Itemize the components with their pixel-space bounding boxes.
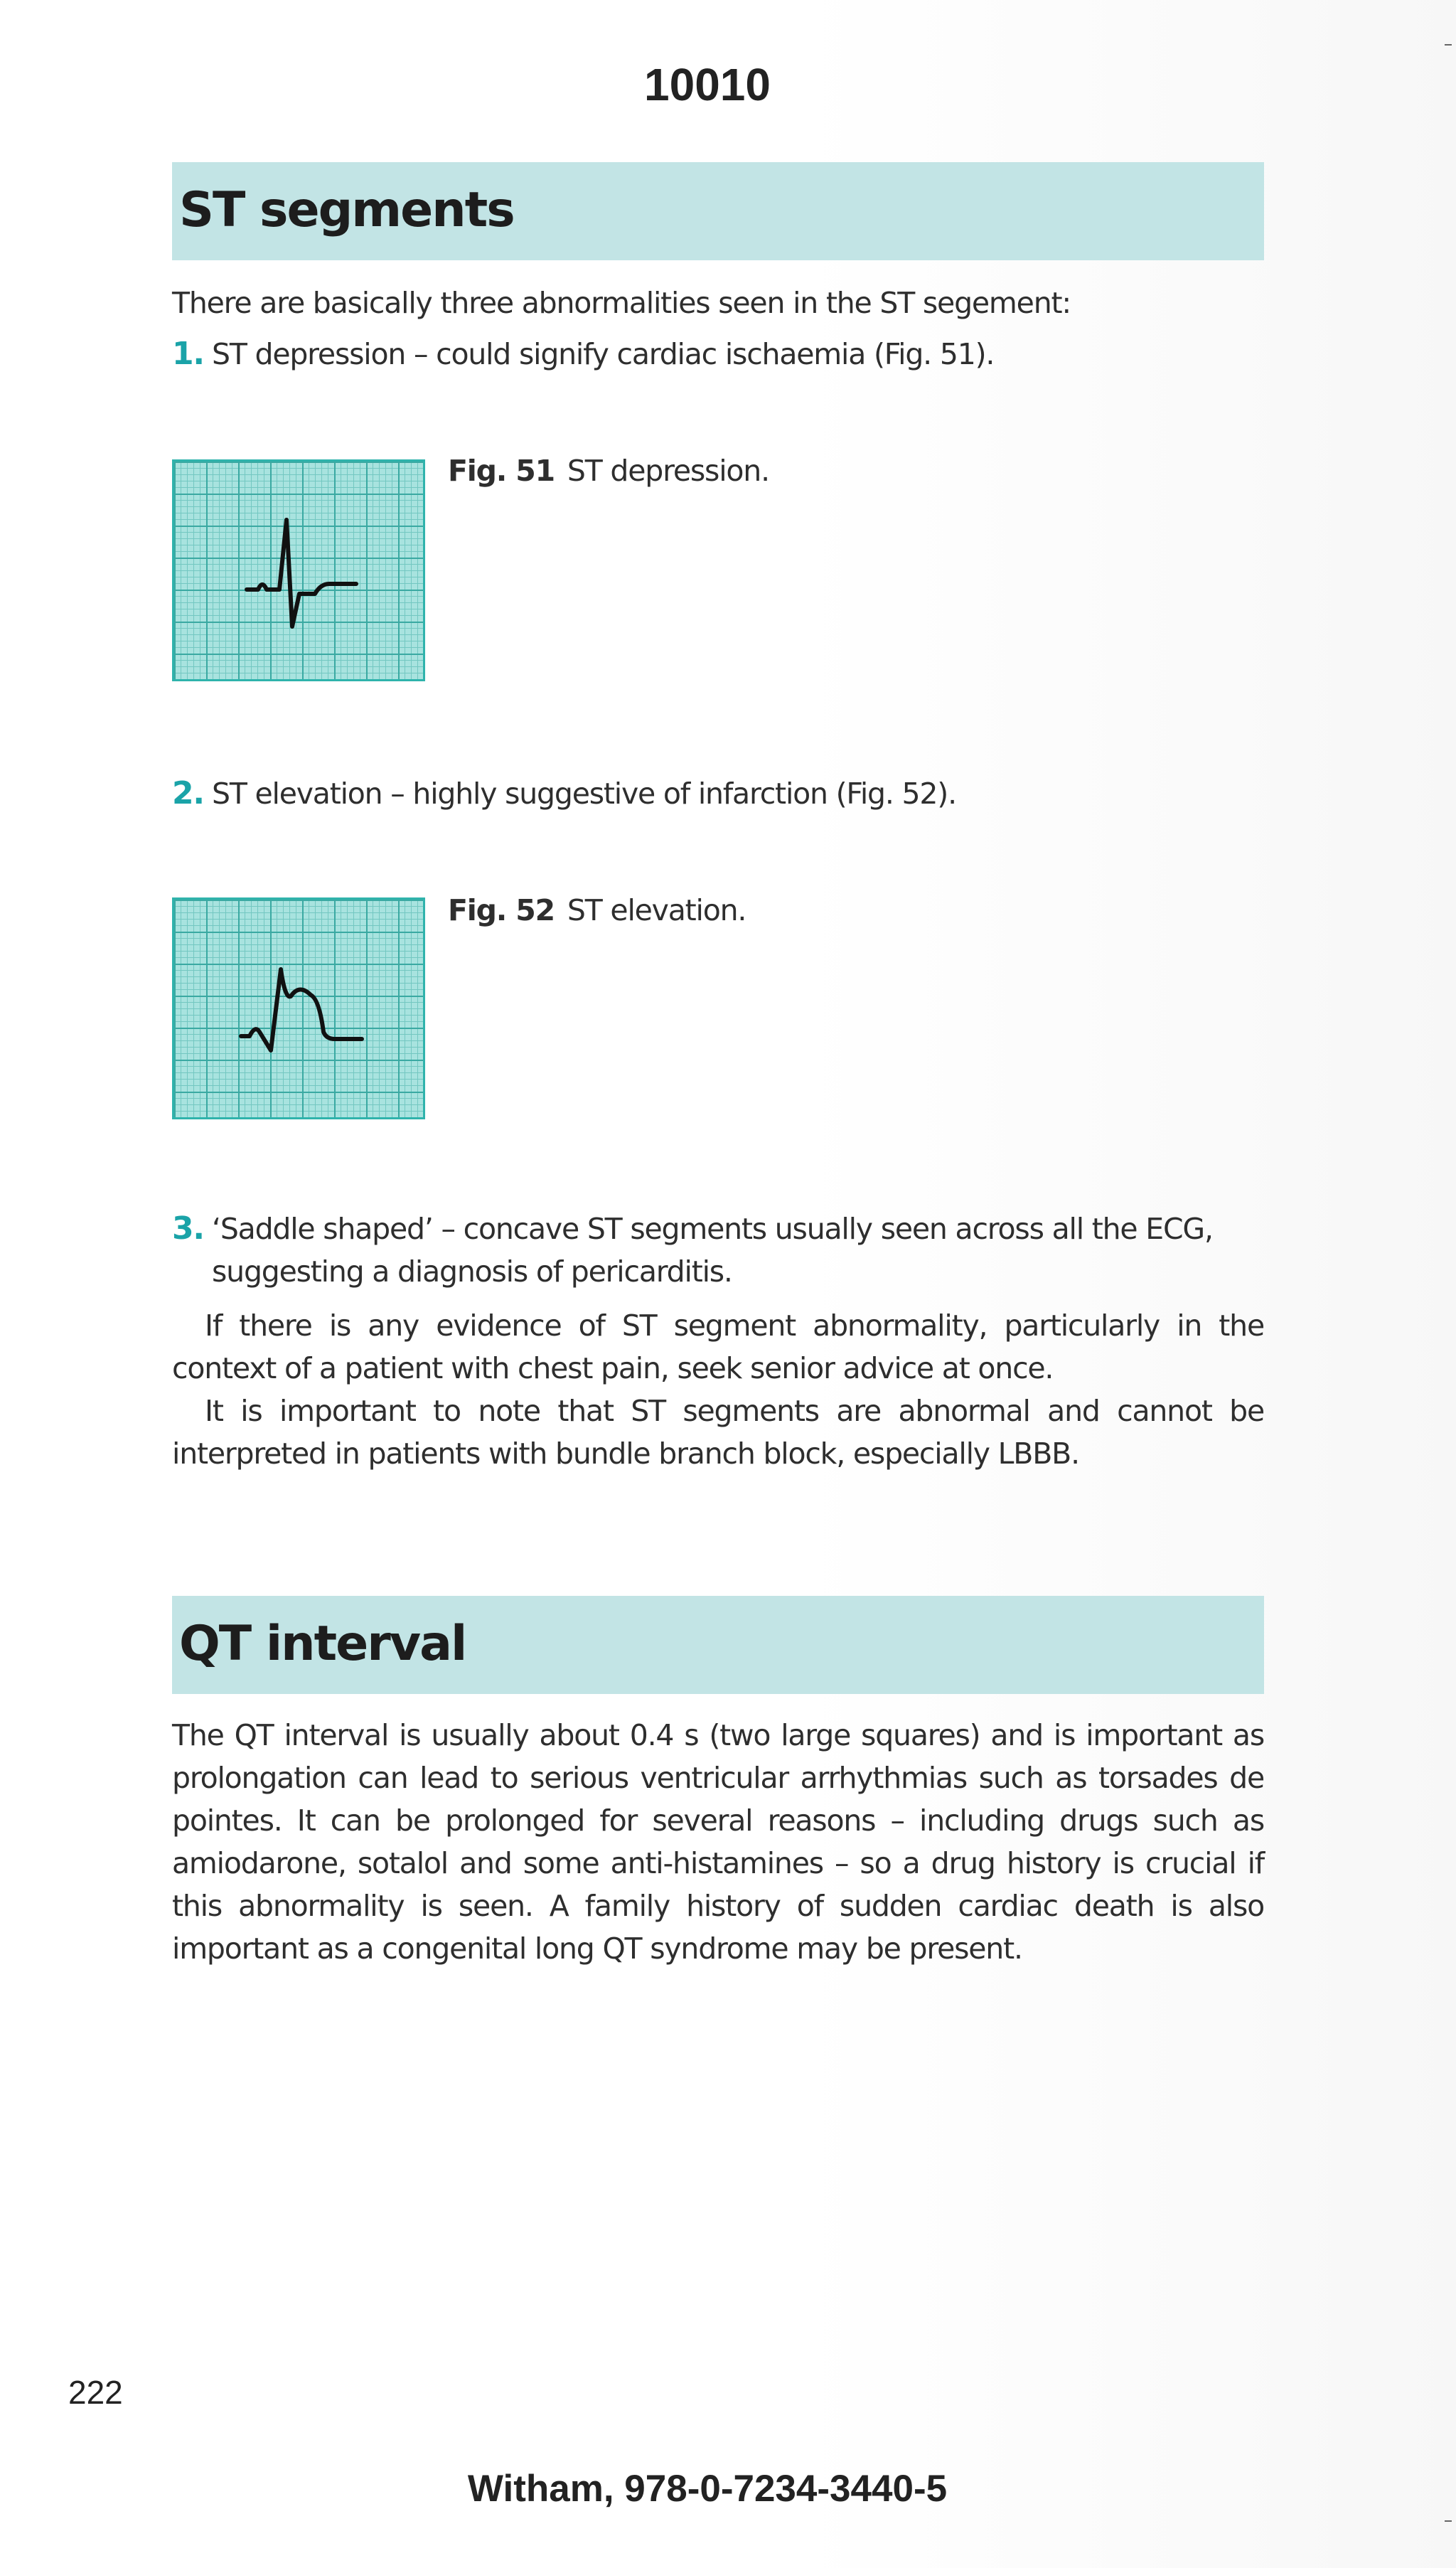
list-item-2 — [172, 772, 1264, 815]
qt-paragraph: The QT interval is usually about 0.4 s (two large squares) and is important as prolongation can lead to serious ventricular arrhythmias such as torsades de pointes. It can be prolonged for several reasons – including drugs such as amiodarone, sotalol and some anti-histamines – so a drug history is crucial if this abnormality is seen. A family history of sudden cardiac death is also important as a congenital long QT syndrome may be present. — [172, 1718, 1264, 1966]
list-text-2: ST elevation – highly suggestive of infarction (Fig. 52). — [212, 777, 956, 811]
qt-interval-header — [172, 1596, 1264, 1694]
st-paragraph-1 — [172, 1304, 1264, 1390]
list-item-3 — [172, 1208, 1264, 1293]
ecg-figure-52 — [172, 897, 425, 1119]
fig52-caption — [448, 893, 746, 927]
edge-mark-bottom — [1445, 2520, 1452, 2522]
fig51-label: Fig. 51 — [448, 454, 555, 488]
st-paragraph-2-text: It is important to note that ST segments are abnormal and cannot be interpreted in patients with bundle branch block, especially LBBB. — [172, 1394, 1264, 1471]
fig52-caption-text: ST elevation. — [567, 893, 746, 927]
st-segments-title: ST segments — [179, 182, 514, 238]
page-number: 222 — [68, 2374, 123, 2411]
list-text-1: ST depression – could signify cardiac ischaemia (Fig. 51). — [212, 337, 995, 371]
edge-mark-top — [1445, 44, 1452, 46]
st-paragraph-1-text: If there is any evidence of ST segment abnormality, particularly in the context of a patient with chest pain, seek senior advice at once. — [172, 1309, 1264, 1385]
st-segments-header — [172, 162, 1264, 260]
document-number: 10010 — [644, 59, 771, 110]
fig51-caption — [448, 454, 769, 488]
st-intro-text: There are basically three abnormalities seen in the ST segement: — [172, 286, 1071, 320]
list-number-3: 3. — [172, 1210, 204, 1247]
qt-interval-title: QT interval — [179, 1616, 466, 1672]
list-text-3: ‘Saddle shaped’ – concave ST segments usually seen across all the ECG, suggesting a diagnosis of pericarditis. — [212, 1212, 1213, 1289]
fig52-label: Fig. 52 — [448, 893, 555, 927]
st-paragraph-2 — [172, 1390, 1264, 1475]
ecg-trace-st-depression — [174, 462, 423, 679]
list-number-2: 2. — [172, 775, 204, 811]
ecg-figure-51 — [172, 459, 425, 681]
list-item-1 — [172, 333, 1264, 375]
footer-citation: Witham, 978-0-7234-3440-5 — [467, 2468, 948, 2510]
ecg-trace-st-elevation — [174, 900, 423, 1117]
list-number-1: 1. — [172, 336, 204, 372]
fig51-caption-text: ST depression. — [567, 454, 769, 488]
